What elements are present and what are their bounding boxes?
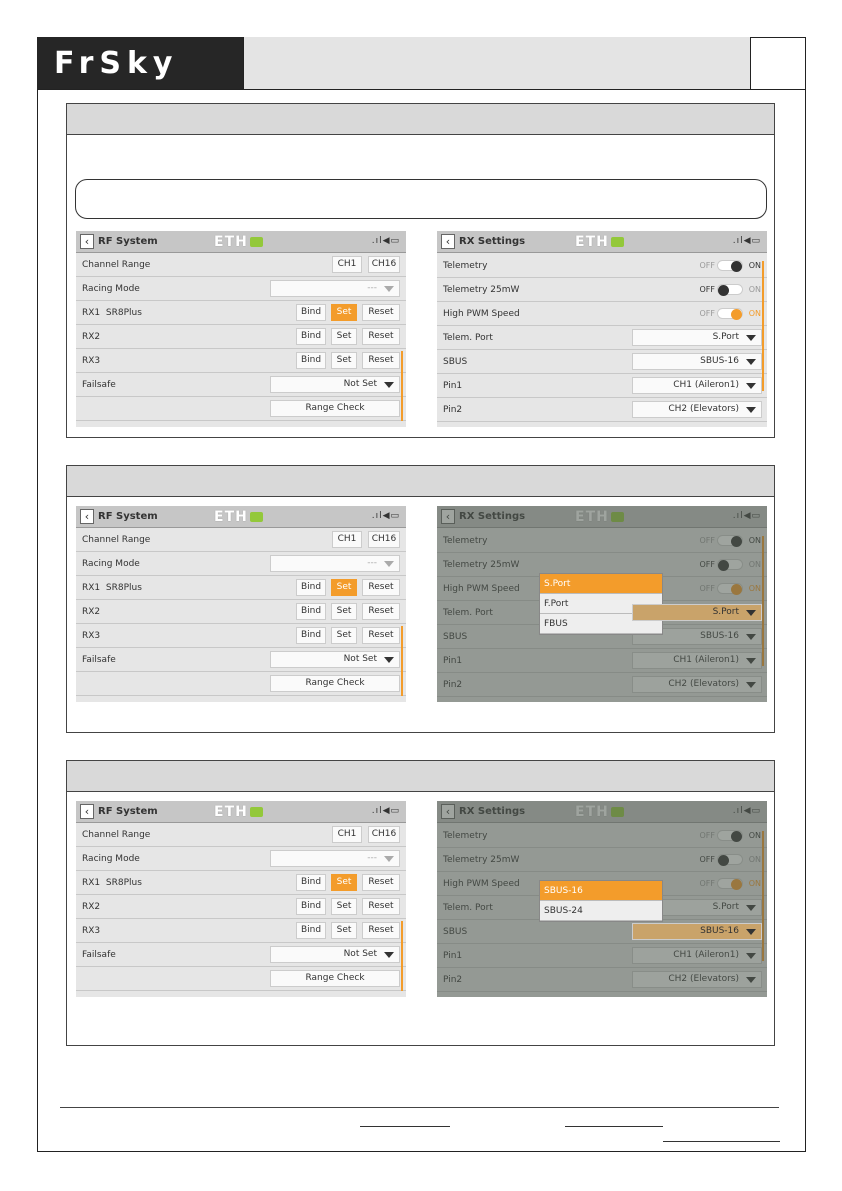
title-bar [76,231,406,253]
signal-battery-icon: .ıl◀▭ [371,806,400,816]
popup-option[interactable]: FBUS [540,614,662,634]
header-title-box [243,37,751,89]
toggle-off-label: OFF [699,309,715,318]
rx2-row [76,600,406,624]
pin2-label: Pin2 [443,405,463,415]
range-check-row [76,397,406,421]
screen-title: RF System [98,806,158,817]
toggle-off-label: OFF [699,261,715,270]
header-page-box [751,37,806,89]
section-1-bar [67,104,774,135]
rx1-row [76,576,406,600]
screen-title: RX Settings [459,236,526,247]
sbus-value: SBUS-16 [700,356,739,366]
channel-from-button[interactable]: CH1 [332,531,362,548]
footer-divider [60,1107,779,1108]
title-bar [76,506,406,528]
chevron-down-icon [746,383,756,389]
chevron-down-icon [746,335,756,341]
rx1-name: RX1 [82,583,101,593]
section-2-bar [67,466,774,497]
rx3-reset-button[interactable]: Reset [362,627,400,644]
failsafe-value: Not Set [343,949,377,959]
pin1-label: Pin1 [443,381,463,391]
racing-mode-value: --- [367,853,377,863]
rx3-row [76,919,406,943]
toggle-on-label: ON [748,309,761,318]
toggle-track [717,260,743,271]
page-header [37,37,806,90]
signal-battery-icon: .ıl◀▭ [371,511,400,521]
rx1-name: RX1 [82,878,101,888]
rx3-row [76,624,406,648]
popup-option[interactable]: F.Port [540,594,662,614]
rx3-reset-button[interactable]: Reset [362,352,400,369]
channel-range-row [76,253,406,277]
rx3-set-button[interactable]: Set [331,627,357,644]
channel-to-button[interactable]: CH16 [368,256,400,273]
chevron-down-icon [384,856,394,862]
toggle-knob [731,261,742,272]
sbus-dropdown[interactable] [632,923,762,940]
rx3-label: RX3 [82,631,101,641]
channel-range-row [76,823,406,847]
telemetry-25mw-toggle[interactable] [681,284,761,296]
eth-label: ETH [575,234,609,250]
rx1-row [76,301,406,325]
failsafe-dropdown[interactable] [270,946,400,963]
rx3-label: RX3 [82,926,101,936]
failsafe-label: Failsafe [82,655,116,665]
rx1-label [82,878,142,888]
toggle-knob [718,285,729,296]
high-pwm-label: High PWM Speed [443,309,520,319]
footer-link-1[interactable] [360,1126,450,1127]
failsafe-value: Not Set [343,654,377,664]
screen-title: RF System [98,511,158,522]
channel-range-label: Channel Range [82,830,151,840]
range-check-button[interactable]: Range Check [270,675,400,692]
rx2-bind-button[interactable]: Bind [296,603,326,620]
rx1-model: SR8Plus [105,878,142,888]
rx3-set-button[interactable]: Set [331,922,357,939]
channel-from-button[interactable]: CH1 [332,256,362,273]
signal-battery-icon: .ıl◀▭ [371,236,400,246]
frsky-logo [37,37,243,89]
rx2-label: RX2 [82,332,101,342]
chevron-down-icon [746,929,756,935]
rx1-reset-button[interactable]: Reset [362,304,400,321]
back-button[interactable]: ‹ [80,509,94,524]
racing-mode-value: --- [367,558,377,568]
racing-mode-value: --- [367,283,377,293]
chevron-down-icon [746,610,756,616]
rx3-bind-button[interactable]: Bind [296,352,326,369]
channel-range-row [76,528,406,552]
telemetry-25mw-label: Telemetry 25mW [443,285,520,295]
rx2-reset-button[interactable]: Reset [362,603,400,620]
rx2-reset-button[interactable]: Reset [362,898,400,915]
title-bar [76,801,406,823]
channel-from-button[interactable]: CH1 [332,826,362,843]
rx2-row [76,325,406,349]
racing-mode-dropdown[interactable] [270,555,400,572]
toggle-track [717,308,743,319]
toggle-knob [731,309,742,320]
rx3-set-button[interactable]: Set [331,352,357,369]
sbus-dropdown[interactable] [632,353,762,370]
rx1-name: RX1 [82,308,101,318]
rf-system-screen [76,801,406,997]
rx2-bind-button[interactable]: Bind [296,898,326,915]
eth-status-icon [250,807,263,817]
scrollbar[interactable] [401,626,403,696]
racing-mode-label: Racing Mode [82,854,140,864]
pin2-value: CH2 (Elevators) [668,404,739,414]
chevron-down-icon [746,359,756,365]
note-box [75,179,767,219]
rx-settings-screen [437,231,767,427]
scrollbar[interactable] [401,351,403,421]
telem-port-row [437,326,767,350]
pin1-value: CH1 (Aileron1) [673,380,739,390]
rx2-row [76,895,406,919]
rx3-label: RX3 [82,356,101,366]
racing-mode-row [76,847,406,871]
telem-port-dropdown[interactable] [632,604,762,621]
rx3-row [76,349,406,373]
high-pwm-toggle[interactable] [681,308,761,320]
chevron-down-icon [746,407,756,413]
failsafe-dropdown[interactable] [270,651,400,668]
logo-text: FrSky [54,46,179,81]
rx3-bind-button[interactable]: Bind [296,627,326,644]
chevron-down-icon [384,657,394,663]
back-button[interactable]: ‹ [441,234,455,249]
high-pwm-row [437,302,767,326]
pin1-dropdown[interactable] [632,377,762,394]
racing-mode-label: Racing Mode [82,559,140,569]
section-3-bar [67,761,774,792]
racing-mode-label: Racing Mode [82,284,140,294]
toggle-off-label: OFF [699,285,715,294]
range-check-row [76,967,406,991]
rx2-set-button[interactable]: Set [331,328,357,345]
channel-to-button[interactable]: CH16 [368,826,400,843]
telem-port-label: Telem. Port [443,333,493,343]
failsafe-row [76,373,406,397]
back-button[interactable]: ‹ [80,804,94,819]
rx2-reset-button[interactable]: Reset [362,328,400,345]
rx1-model: SR8Plus [105,583,142,593]
channel-range-label: Channel Range [82,535,151,545]
range-check-button[interactable]: Range Check [270,970,400,987]
failsafe-label: Failsafe [82,950,116,960]
channel-range-label: Channel Range [82,260,151,270]
popup-option[interactable]: SBUS-16 [540,881,662,901]
range-check-button[interactable]: Range Check [270,400,400,417]
rx1-row [76,871,406,895]
rx1-label [82,583,142,593]
toggle-on-label: ON [748,261,761,270]
pin1-row [437,374,767,398]
failsafe-row [76,943,406,967]
eth-label: ETH [214,234,248,250]
eth-label: ETH [214,804,248,820]
rx1-label [82,308,142,318]
telemetry-25mw-row [437,278,767,302]
rx2-set-button[interactable]: Set [331,898,357,915]
telem-port-dropdown[interactable] [632,329,762,346]
racing-mode-row [76,552,406,576]
telemetry-label: Telemetry [443,261,488,271]
scrollbar[interactable] [762,261,764,391]
popup-option[interactable]: SBUS-24 [540,901,662,921]
rx3-bind-button[interactable]: Bind [296,922,326,939]
racing-mode-dropdown[interactable] [270,850,400,867]
screen-title: RF System [98,236,158,247]
toggle-track [717,284,743,295]
rx2-label: RX2 [82,902,101,912]
telem-port-value: S.Port [712,607,739,617]
failsafe-label: Failsafe [82,380,116,390]
eth-status-icon [611,237,624,247]
signal-battery-icon: .ıl◀▭ [732,236,761,246]
chevron-down-icon [384,952,394,958]
rx2-bind-button[interactable]: Bind [296,328,326,345]
rx1-reset-button[interactable]: Reset [362,579,400,596]
telemetry-row [437,254,767,278]
failsafe-dropdown[interactable] [270,376,400,393]
telemetry-toggle[interactable] [681,260,761,272]
chevron-down-icon [384,382,394,388]
failsafe-value: Not Set [343,379,377,389]
rx1-set-button[interactable]: Set [331,579,357,596]
pin2-row [437,398,767,422]
rx-settings-screen [437,506,767,702]
rx-settings-screen [437,801,767,997]
footer-link-2[interactable] [565,1126,663,1127]
racing-mode-row [76,277,406,301]
failsafe-row [76,648,406,672]
sbus-row [437,350,767,374]
range-check-row [76,672,406,696]
rx2-set-button[interactable]: Set [331,603,357,620]
toggle-on-label: ON [748,285,761,294]
rx1-reset-button[interactable]: Reset [362,874,400,891]
back-button[interactable]: ‹ [80,234,94,249]
rx3-reset-button[interactable]: Reset [362,922,400,939]
chevron-down-icon [384,561,394,567]
channel-to-button[interactable]: CH16 [368,531,400,548]
rf-system-screen [76,506,406,702]
rx1-set-button[interactable]: Set [331,304,357,321]
eth-status-icon [250,512,263,522]
sbus-value: SBUS-16 [700,926,739,936]
telem-port-value: S.Port [712,332,739,342]
rx2-label: RX2 [82,607,101,617]
popup-option[interactable]: S.Port [540,574,662,594]
footer-link-3[interactable] [663,1141,780,1142]
racing-mode-dropdown[interactable] [270,280,400,297]
sbus-popup [539,880,663,922]
pin2-dropdown[interactable] [632,401,762,418]
rx1-model: SR8Plus [105,308,142,318]
scrollbar[interactable] [401,921,403,991]
rf-system-screen [76,231,406,427]
rx1-bind-button[interactable]: Bind [296,579,326,596]
rx1-bind-button[interactable]: Bind [296,304,326,321]
eth-label: ETH [214,509,248,525]
rx1-set-button[interactable]: Set [331,874,357,891]
eth-status-icon [250,237,263,247]
title-bar [437,231,767,253]
chevron-down-icon [384,286,394,292]
rx1-bind-button[interactable]: Bind [296,874,326,891]
sbus-label: SBUS [443,357,468,367]
